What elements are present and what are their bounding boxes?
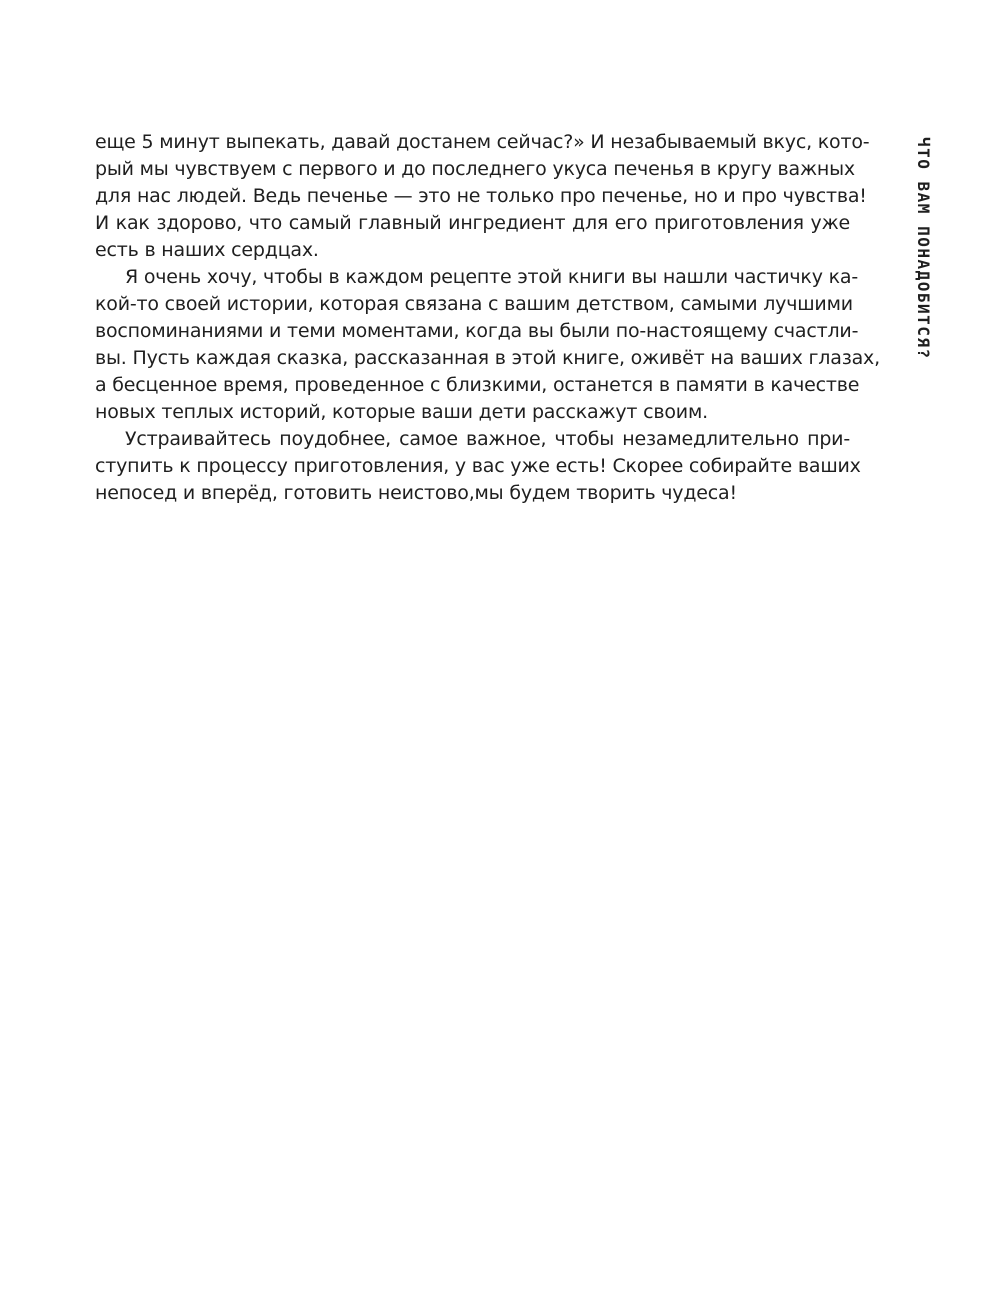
paragraph-2-line-1: Я очень хочу, чтобы в каждом рецепте этой книги вы нашли частичку ка- [125, 266, 858, 288]
paragraph-3-line-3: непосед и вперёд, готовить неистово,мы будем творить чудеса! [95, 482, 737, 504]
paragraph-3-line-1: Устраивайтесь поудобнее, самое важное, чтобы незамедлительно при- [125, 428, 850, 450]
paragraph-2-line-3: воспоминаниями и теми моментами, когда вы были по-настоящему счастли- [95, 320, 859, 342]
paragraph-2-line-5: а бесценное время, проведенное с близкими, останется в памяти в качестве [95, 374, 860, 396]
paragraph-2-line-4: вы. Пусть каждая сказка, рассказанная в этой книге, оживёт на ваших глазах, [95, 347, 880, 369]
paragraph-1-line-1: еще 5 минут выпекать, давай достанем сейчас?» И незабываемый вкус, кото- [95, 131, 870, 153]
paragraph-1-line-4: И как здорово, что самый главный ингредиент для его приготовления уже [95, 212, 850, 234]
paragraph-3-line-2: ступить к процессу приготовления, у вас уже есть! Скорее собирайте ваших [95, 455, 861, 477]
paragraph-2-line-6: новых теплых историй, которые ваши дети расскажут своим. [95, 401, 708, 423]
body-text [95, 129, 880, 507]
paragraph-1-line-5: есть в наших сердцах. [95, 239, 319, 261]
section-label-vertical: ЧТО ВАМ ПОНАДОБИТСЯ? [914, 137, 933, 360]
paragraph-2-line-2: кой-то своей истории, которая связана с вашим детством, самыми лучшими [95, 293, 853, 315]
paragraph-1-line-3: для нас людей. Ведь печенье — это не только про печенье, но и про чувства! [95, 185, 867, 207]
paragraph-1-line-2: рый мы чувствуем с первого и до последнего укуса печенья в кругу важных [95, 158, 855, 180]
